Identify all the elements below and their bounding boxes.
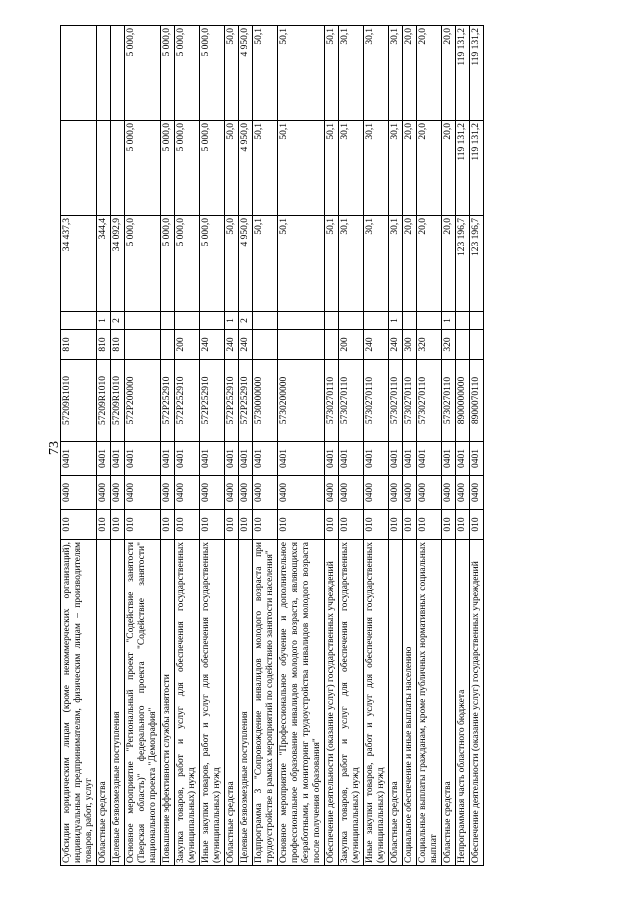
pr-cell: 0401 (364, 442, 389, 476)
csr-cell: 572P200000 (125, 360, 161, 442)
value-2-cell: 119 131,2 (456, 121, 470, 216)
table-row (278, 26, 325, 866)
pr-cell: 0401 (278, 442, 325, 476)
name-cell: Областные средства (97, 540, 111, 866)
name-cell: Областные средства (389, 540, 403, 866)
vr-cell: 240 (200, 330, 225, 360)
vr-cell: 810 (111, 330, 125, 360)
rz-cell: 0400 (61, 476, 97, 510)
value-1-cell: 5 000,0 (161, 216, 175, 312)
table-row (111, 26, 125, 866)
pr-cell: 0401 (403, 442, 417, 476)
rz-cell: 0400 (403, 476, 417, 510)
rz-cell: 0400 (200, 476, 225, 510)
vr-cell (125, 330, 161, 360)
value-1-cell: 50,1 (253, 216, 278, 312)
value-2-cell: 4 950,0 (239, 121, 253, 216)
vr-cell: 810 (97, 330, 111, 360)
pr-cell: 0401 (175, 442, 200, 476)
value-2-cell: 5 000,0 (161, 121, 175, 216)
vr-cell (470, 330, 484, 360)
csr-cell: 5730200000 (278, 360, 325, 442)
value-1-cell: 344,4 (97, 216, 111, 312)
ist-cell: 1 (97, 312, 111, 330)
pr-cell: 0401 (325, 442, 339, 476)
value-1-cell: 50,1 (325, 216, 339, 312)
value-3-cell: 4 950,0 (239, 26, 253, 121)
pr-cell: 0401 (61, 442, 97, 476)
vr-cell: 240 (389, 330, 403, 360)
vr-cell: 240 (364, 330, 389, 360)
grbs-cell: 010 (325, 510, 339, 540)
ist-cell (200, 312, 225, 330)
pr-cell: 0401 (456, 442, 470, 476)
rz-cell: 0400 (456, 476, 470, 510)
table-row (325, 26, 339, 866)
value-3-cell: 5 000,0 (161, 26, 175, 121)
value-1-cell: 20,0 (442, 216, 456, 312)
grbs-cell: 010 (403, 510, 417, 540)
grbs-cell: 010 (364, 510, 389, 540)
name-cell: Социальное обеспечение и иные выплаты населению (403, 540, 417, 866)
csr-cell: 5730000000 (253, 360, 278, 442)
value-3-cell: 50,1 (325, 26, 339, 121)
value-3-cell: 50,0 (225, 26, 239, 121)
value-3-cell: 5 000,0 (175, 26, 200, 121)
value-3-cell (111, 26, 125, 121)
value-3-cell: 119 131,2 (470, 26, 484, 121)
page-number: 73 (47, 441, 62, 455)
value-3-cell: 50,1 (253, 26, 278, 121)
value-2-cell: 50,0 (225, 121, 239, 216)
value-3-cell: 20,0 (442, 26, 456, 121)
grbs-cell: 010 (456, 510, 470, 540)
table-row (225, 26, 239, 866)
vr-cell (456, 330, 470, 360)
ist-cell: 1 (442, 312, 456, 330)
pr-cell: 0401 (125, 442, 161, 476)
rz-cell: 0400 (97, 476, 111, 510)
value-3-cell: 30,1 (339, 26, 364, 121)
value-2-cell (111, 121, 125, 216)
value-2-cell: 20,0 (442, 121, 456, 216)
document-table-wrapper (60, 26, 484, 866)
vr-cell: 300 (403, 330, 417, 360)
grbs-cell: 010 (389, 510, 403, 540)
value-1-cell: 34 437,3 (61, 216, 97, 312)
value-1-cell: 30,1 (389, 216, 403, 312)
rz-cell: 0400 (278, 476, 325, 510)
value-3-cell: 50,1 (278, 26, 325, 121)
value-2-cell: 50,1 (253, 121, 278, 216)
grbs-cell: 010 (225, 510, 239, 540)
pr-cell: 0401 (161, 442, 175, 476)
rz-cell: 0400 (364, 476, 389, 510)
name-cell: Повышение эффективности службы занятости (161, 540, 175, 866)
value-2-cell: 30,1 (339, 121, 364, 216)
pr-cell: 0401 (239, 442, 253, 476)
grbs-cell: 010 (97, 510, 111, 540)
table-row (456, 26, 470, 866)
csr-cell: 572P252910 (175, 360, 200, 442)
value-2-cell: 20,0 (417, 121, 442, 216)
name-cell: Закупка товаров, работ и услуг для обеспечения государственных (муниципальных) нужд (339, 540, 364, 866)
name-cell: Основное мероприятие "Региональный проект "Содействие занятости (Тверская область)" федерального проекта "Содействие занятости" национального проекта "Демография" (125, 540, 161, 866)
rz-cell: 0400 (417, 476, 442, 510)
value-2-cell: 30,1 (364, 121, 389, 216)
value-2-cell (97, 121, 111, 216)
rz-cell: 0400 (253, 476, 278, 510)
name-cell: Областные средства (442, 540, 456, 866)
csr-cell: 57209R1010 (61, 360, 97, 442)
table-row (470, 26, 484, 866)
grbs-cell: 010 (253, 510, 278, 540)
table-row (403, 26, 417, 866)
grbs-cell: 010 (111, 510, 125, 540)
csr-cell: 5730270110 (403, 360, 417, 442)
value-3-cell: 5 000,0 (125, 26, 161, 121)
value-1-cell: 123 196,7 (470, 216, 484, 312)
csr-cell: 5730270110 (325, 360, 339, 442)
name-cell: Основное мероприятие "Профессиональное обучение и дополнительное профессиональное образование инвалидов молодого возраста, являющихся безработными, и мониторинг трудоустройства инвалидов молодого возраста после получения образования" (278, 540, 325, 866)
name-cell: Иные закупки товаров, работ и услуг для обеспечения государственных (муниципальных) нужд (200, 540, 225, 866)
value-1-cell: 5 000,0 (125, 216, 161, 312)
table-row (417, 26, 442, 866)
rz-cell: 0400 (442, 476, 456, 510)
csr-cell: 8900000000 (456, 360, 470, 442)
ist-cell (61, 312, 97, 330)
grbs-cell: 010 (239, 510, 253, 540)
value-3-cell: 20,0 (403, 26, 417, 121)
value-2-cell: 5 000,0 (200, 121, 225, 216)
table-row (97, 26, 111, 866)
value-2-cell: 50,1 (278, 121, 325, 216)
vr-cell: 240 (239, 330, 253, 360)
table-row (61, 26, 97, 866)
value-1-cell: 30,1 (364, 216, 389, 312)
vr-cell (161, 330, 175, 360)
ist-cell (339, 312, 364, 330)
rz-cell: 0400 (225, 476, 239, 510)
pr-cell: 0401 (253, 442, 278, 476)
rz-cell: 0400 (239, 476, 253, 510)
csr-cell: 5730270110 (417, 360, 442, 442)
vr-cell (253, 330, 278, 360)
value-1-cell: 34 092,9 (111, 216, 125, 312)
vr-cell: 320 (417, 330, 442, 360)
value-1-cell: 30,1 (339, 216, 364, 312)
ist-cell (325, 312, 339, 330)
ist-cell (456, 312, 470, 330)
value-3-cell: 30,1 (389, 26, 403, 121)
pr-cell: 0401 (417, 442, 442, 476)
table-row (161, 26, 175, 866)
value-2-cell: 50,1 (325, 121, 339, 216)
pr-cell: 0401 (97, 442, 111, 476)
table-row (364, 26, 389, 866)
budget-table (60, 25, 484, 866)
value-3-cell (61, 26, 97, 121)
ist-cell (364, 312, 389, 330)
value-1-cell: 50,1 (278, 216, 325, 312)
pr-cell: 0401 (111, 442, 125, 476)
grbs-cell: 010 (200, 510, 225, 540)
table-row (253, 26, 278, 866)
name-cell: Обеспечение деятельности (оказание услуг) государственных учреждений (325, 540, 339, 866)
value-2-cell: 20,0 (403, 121, 417, 216)
csr-cell: 57209R1010 (111, 360, 125, 442)
name-cell: Социальные выплаты гражданам, кроме публичных нормативных социальных выплат (417, 540, 442, 866)
ist-cell (253, 312, 278, 330)
ist-cell: 2 (239, 312, 253, 330)
pr-cell: 0401 (339, 442, 364, 476)
rz-cell: 0400 (175, 476, 200, 510)
value-2-cell: 30,1 (389, 121, 403, 216)
csr-cell: 8900070110 (470, 360, 484, 442)
ist-cell (417, 312, 442, 330)
vr-cell: 810 (61, 330, 97, 360)
value-1-cell: 20,0 (403, 216, 417, 312)
value-2-cell: 5 000,0 (175, 121, 200, 216)
csr-cell: 5730270110 (442, 360, 456, 442)
vr-cell (325, 330, 339, 360)
ist-cell (161, 312, 175, 330)
rz-cell: 0400 (325, 476, 339, 510)
vr-cell: 320 (442, 330, 456, 360)
name-cell: Непрограммная часть областного бюджета (456, 540, 470, 866)
pr-cell: 0401 (470, 442, 484, 476)
value-3-cell (97, 26, 111, 121)
grbs-cell: 010 (417, 510, 442, 540)
vr-cell: 200 (175, 330, 200, 360)
table-row (442, 26, 456, 866)
value-2-cell: 5 000,0 (125, 121, 161, 216)
value-3-cell: 119 131,2 (456, 26, 470, 121)
name-cell: Иные закупки товаров, работ и услуг для обеспечения государственных (муниципальных) нужд (364, 540, 389, 866)
ist-cell: 2 (111, 312, 125, 330)
value-1-cell: 5 000,0 (175, 216, 200, 312)
rz-cell: 0400 (470, 476, 484, 510)
rz-cell: 0400 (389, 476, 403, 510)
csr-cell: 5730270110 (389, 360, 403, 442)
value-3-cell: 5 000,0 (200, 26, 225, 121)
grbs-cell: 010 (339, 510, 364, 540)
rz-cell: 0400 (161, 476, 175, 510)
ist-cell (470, 312, 484, 330)
ist-cell (175, 312, 200, 330)
pr-cell: 0401 (200, 442, 225, 476)
rz-cell: 0400 (339, 476, 364, 510)
csr-cell: 5730270110 (364, 360, 389, 442)
ist-cell: 1 (389, 312, 403, 330)
name-cell: Подпрограмма 3 "Сопровождение инвалидов молодого возраста при трудоустройстве в рамках мероприятий по содействию занятости населения" (253, 540, 278, 866)
grbs-cell: 010 (470, 510, 484, 540)
csr-cell: 572P252910 (225, 360, 239, 442)
value-1-cell: 4 950,0 (239, 216, 253, 312)
pr-cell: 0401 (442, 442, 456, 476)
grbs-cell: 010 (61, 510, 97, 540)
csr-cell: 572P252910 (239, 360, 253, 442)
table-row (200, 26, 225, 866)
table-body (61, 26, 484, 866)
name-cell: Закупка товаров, работ и услуг для обеспечения государственных (муниципальных) нужд (175, 540, 200, 866)
name-cell: Областные средства (225, 540, 239, 866)
ist-cell: 1 (225, 312, 239, 330)
table-row (239, 26, 253, 866)
table-row (175, 26, 200, 866)
grbs-cell: 010 (278, 510, 325, 540)
name-cell: Субсидии юридическим лицам (кроме некоммерческих организаций), индивидуальным предпринимателям, физическим лицам – производителям товаров, работ, услуг (61, 540, 97, 866)
value-2-cell: 119 131,2 (470, 121, 484, 216)
csr-cell: 572P252910 (161, 360, 175, 442)
rz-cell: 0400 (111, 476, 125, 510)
value-1-cell: 123 196,7 (456, 216, 470, 312)
pr-cell: 0401 (225, 442, 239, 476)
table-row (389, 26, 403, 866)
name-cell: Целевые безвозмездные поступления (111, 540, 125, 866)
value-1-cell: 50,0 (225, 216, 239, 312)
csr-cell: 57209R1010 (97, 360, 111, 442)
pr-cell: 0401 (389, 442, 403, 476)
ist-cell (403, 312, 417, 330)
value-3-cell: 30,1 (364, 26, 389, 121)
name-cell: Обеспечение деятельности (оказание услуг) государственных учреждений (470, 540, 484, 866)
vr-cell: 200 (339, 330, 364, 360)
vr-cell (278, 330, 325, 360)
value-3-cell: 20,0 (417, 26, 442, 121)
value-1-cell: 20,0 (417, 216, 442, 312)
csr-cell: 572P252910 (200, 360, 225, 442)
value-1-cell: 5 000,0 (200, 216, 225, 312)
rz-cell: 0400 (125, 476, 161, 510)
ist-cell (125, 312, 161, 330)
table-row (125, 26, 161, 866)
csr-cell: 5730270110 (339, 360, 364, 442)
grbs-cell: 010 (161, 510, 175, 540)
table-row (339, 26, 364, 866)
grbs-cell: 010 (175, 510, 200, 540)
value-2-cell (61, 121, 97, 216)
vr-cell: 240 (225, 330, 239, 360)
grbs-cell: 010 (442, 510, 456, 540)
ist-cell (278, 312, 325, 330)
grbs-cell: 010 (125, 510, 161, 540)
name-cell: Целевые безвозмездные поступления (239, 540, 253, 866)
